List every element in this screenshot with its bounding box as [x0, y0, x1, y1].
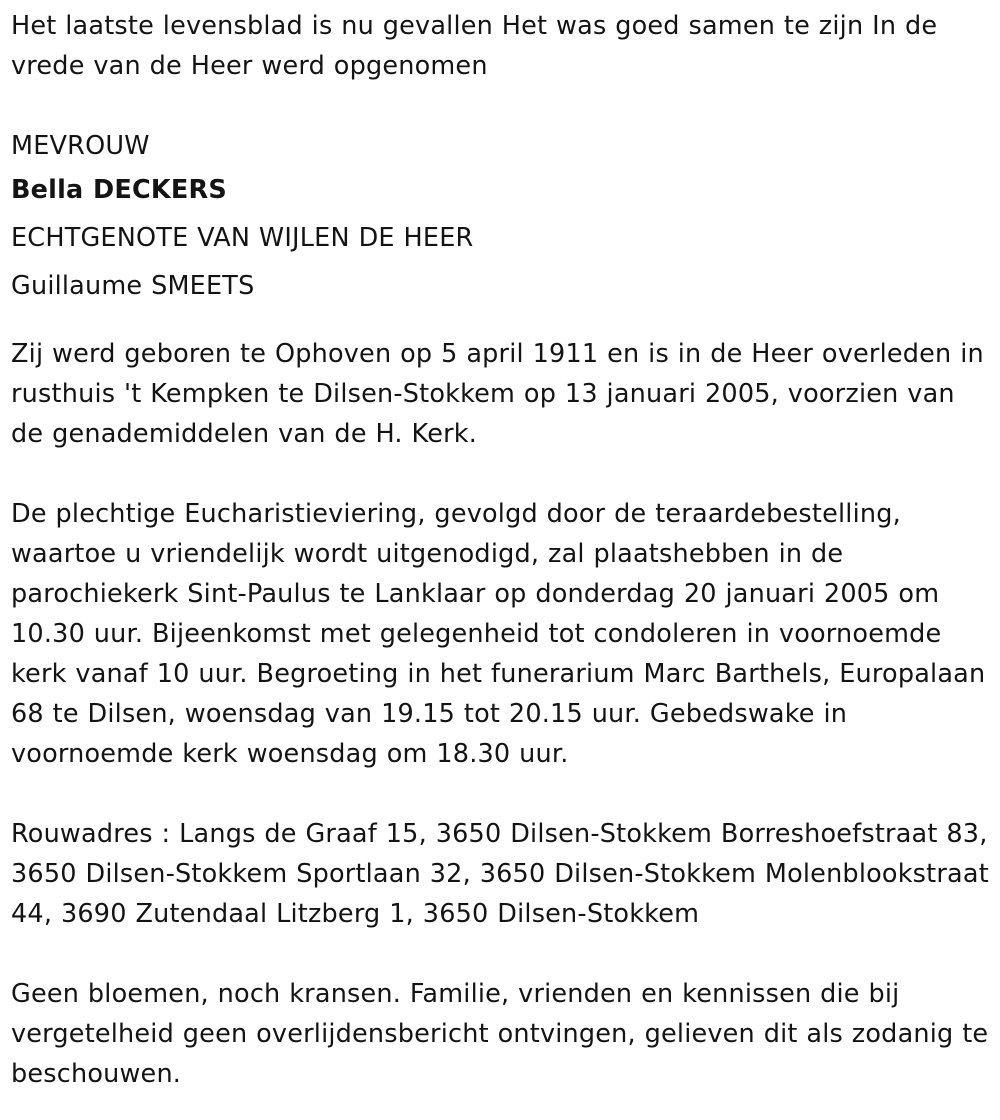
spacer — [11, 774, 991, 814]
person-relation: ECHTGENOTE VAN WIJLEN DE HEER — [11, 223, 474, 253]
closing-text: Geen bloemen, noch kransen. Familie, vrienden en kennissen die bij vergetelheid geen overlijdensbericht ontvingen, gelieven dit als zodanig te beschouwen. — [11, 979, 989, 1089]
person-name: Bella DECKERS — [11, 175, 227, 205]
spacer — [11, 310, 991, 334]
birth-death-text: Zij werd geboren te Ophoven op 5 april 1911 en is in de Heer overleden in rusthuis 't Kempken te Dilsen-Stokkem op 13 januari 2005, voorzien van de genademiddelen van de H. Kerk. — [11, 339, 984, 449]
spacer — [11, 934, 991, 974]
person-block — [11, 126, 991, 310]
obituary-document — [11, 6, 991, 1094]
spouse-name: Guillaume SMEETS — [11, 271, 255, 301]
ceremony-text: De plechtige Eucharistieviering, gevolgd door de teraardebestelling, waartoe u vriendelijk wordt uitgenodigd, zal plaatshebben in de parochiekerk Sint-Paulus te Lanklaar op donderdag 20 januari 2005 om 10.30 uur. Bijeenkomst met gelegenheid tot condoleren in voornoemde kerk vanaf 10 uur. Begroeting in het funerarium Marc Barthels, Europalaan 68 te Dilsen, woensdag van 19.15 tot 20.15 uur. Gebedswake in voornoemde kerk woensdag om 18.30 uur. — [11, 499, 986, 769]
addresses-text: Rouwadres : Langs de Graaf 15, 3650 Dilsen-Stokkem Borreshoefstraat 83, 3650 Dilsen-Stokkem Sportlaan 32, 3650 Dilsen-Stokkem Molenblookstraat 44, 3690 Zutendaal Litzberg 1, 3650 Dilsen-Stokkem — [11, 819, 989, 929]
person-title: MEVROUW — [11, 131, 150, 161]
intro-text: Het laatste levensblad is nu gevallen Het was goed samen te zijn In de vrede van de Heer werd opgenomen — [11, 11, 938, 81]
spacer — [11, 454, 991, 494]
spacer — [11, 86, 991, 126]
